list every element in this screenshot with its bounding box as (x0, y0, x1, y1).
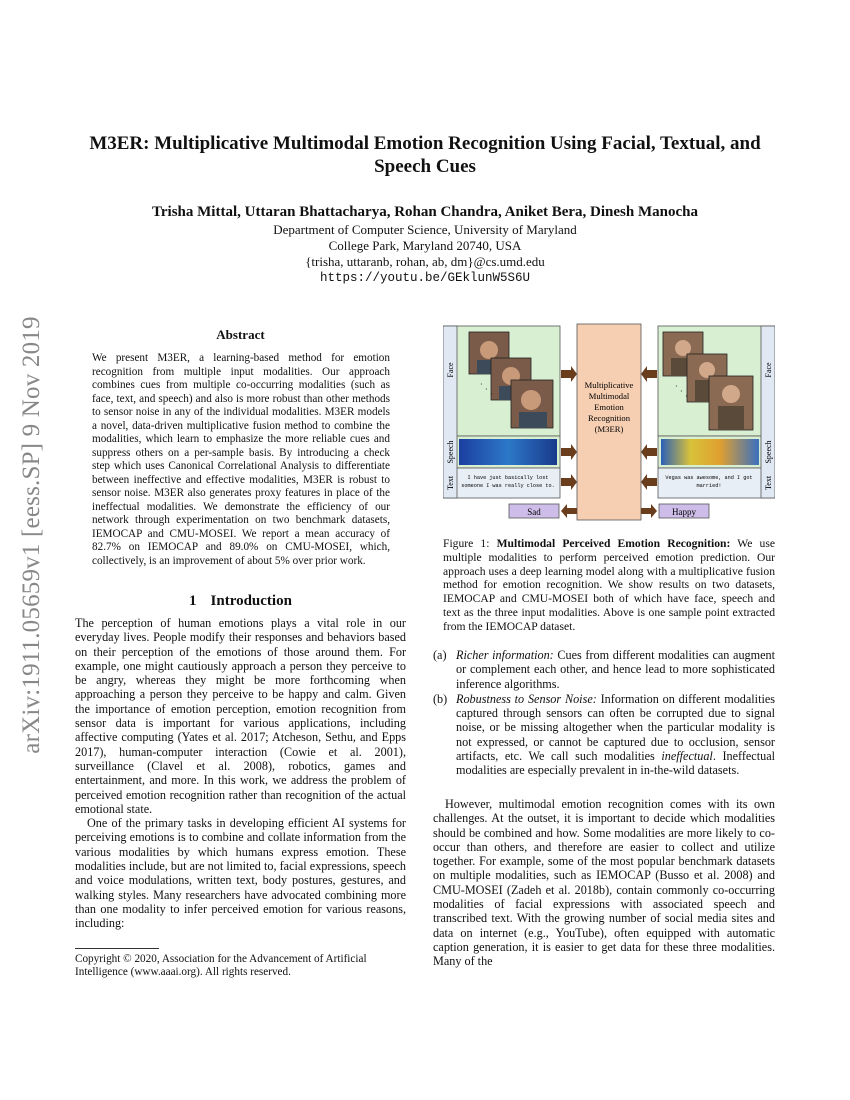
svg-text:·: · (480, 380, 483, 389)
left-label-strip (443, 326, 457, 498)
center-label-1: Multiplicative (584, 380, 634, 390)
center-label-4: Recognition (587, 413, 631, 423)
arrow (561, 366, 577, 382)
arrow (641, 474, 657, 490)
email: {trisha, uttaranb, rohan, ab, dm}@cs.umd.edu (305, 254, 545, 269)
right-face-label: Face (764, 362, 773, 378)
svg-text:·: · (685, 392, 688, 401)
department: Department of Computer Science, University of Maryland (273, 222, 577, 237)
reasons-list (433, 648, 775, 779)
center-label-5: (M3ER) (594, 424, 624, 434)
svg-text:·: · (490, 390, 493, 399)
section-number: 1 (189, 593, 197, 609)
list-item: (a) Richer information: Cues from different modalities can augment or complement each other, and hence lead to more sophisticated inference algorithms. (433, 648, 776, 691)
left-text-line1: I have just basically lost (467, 475, 549, 481)
right-text-line1: Vegas was awesome, and I got (665, 475, 753, 481)
arrow (561, 444, 577, 460)
right-text-line2: married! (696, 483, 722, 489)
copyright-footnote: Copyright © 2020, Association for the Advancement of Artificial Intelligence (www.aaai.org). All rights reserved. (75, 953, 367, 978)
right-text-label: Text (764, 475, 773, 491)
video-link[interactable]: https://youtu.be/GEklunW5S6U (319, 271, 531, 285)
svg-text:·: · (485, 385, 488, 394)
list-term: Robustness to Sensor Noise: (456, 691, 597, 706)
right-spectrogram (661, 439, 759, 465)
section-title: Introduction (210, 593, 292, 609)
caption-title: Multimodal Perceived Emotion Recognition: (496, 537, 731, 550)
affiliation (60, 222, 790, 286)
arrow (561, 504, 577, 518)
intro-paragraph-1: The perception of human emotions plays a vital role in our everyday lives. People modify their responses and behaviors based on their perception of the emotions of those around them. For example, one might cautiously approach a person they perceive to be angry, whereas they might be more forthcoming when approaching a person they perceive to be happy and calm. Given the importance of emotion perception, emotion recognition from sensor data is important for various applications, including affective computing (Yates et al. 2017; Atcheson, Sethu, and Epps 2017), human-computer interaction (Cowie et al. 2001), surveillance (Clavel et al. 2008), robotics, games and entertainment, and more. In this work, we address the problem of perceived emotion recognition rather than recognition of the actual emotional state. (75, 616, 406, 816)
list-term: Richer information: (456, 648, 554, 662)
left-spectrogram (459, 439, 557, 465)
arrow (641, 444, 657, 460)
arrow (641, 504, 657, 518)
figure-caption (443, 537, 775, 634)
left-face-label: Face (446, 362, 455, 378)
caption-label: Figure 1: (443, 537, 490, 550)
svg-text:·: · (675, 382, 678, 391)
list-item: (b) Robustness to Sensor Noise: Information on different modalities captured through sensors can often be corrupted due to signal noise, or be missing altogether when the particular modality is not expressed, or cannot be captured due to occlusion, sensor artifacts, etc. We call such modalities ineffectual. Ineffectual modalities are especially prevalent in in-the-wild datasets. (433, 691, 775, 778)
address: College Park, Maryland 20740, USA (328, 238, 522, 253)
arrow (641, 366, 657, 382)
abstract-heading: Abstract (216, 327, 265, 342)
center-label-3: Emotion (594, 402, 624, 412)
authors: Trisha Mittal, Uttaran Bhattacharya, Rohan Chandra, Aniket Bera, Dinesh Manocha (152, 204, 698, 220)
body-paragraph-challenges: However, multimodal emotion recognition comes with its own challenges. At the outset, it is important to decide which modalities should be combined and how. Some modalities are more likely to co-occur than others, and therefore are easier to collect and utilize together. For example, some of the most popular benchmark datasets on multiple modalities, such as IEMOCAP (Busso et al. 2008) and CMU-MOSEI (Zadeh et al. 2018b), contain commonly co-occurring modalities of facial expressions with associated speech and transcribed text. With the growing number of social media sites and data on internet (e.g., YouTube), often equipped with automatic caption generation, it is easier to get data for these three modalities. Many of the (433, 797, 775, 969)
happy-label: Happy (672, 507, 696, 517)
right-speech-label: Speech (764, 440, 773, 464)
abstract-text: We present M3ER, a learning-based method for emotion recognition from multiple input modalities. Our approach combines cues from multiple co-occurring modalities (such as face, text, and speech) and also is more robust than other methods to sensor noise in any of the individual modalities. M3ER models a novel, data-driven multiplicative fusion method to combine the modalities, which learn to emphasize the more reliable cues and suppress others on a per-sample basis. By introducing a check step which uses Canonical Correlational Analysis to differentiate between ineffective and effective modalities, M3ER is robust to sensor noise. M3ER also generates proxy features in place of the ineffectual modalities. We demonstrate the efficiency of our network through experimentation on two benchmark datasets, IEMOCAP and CMU-MOSEI. We report a mean accuracy of 82.7% on IEMOCAP and 89.0% on CMU-MOSEI, which, collectively, is an improvement of about 5% over prior work. (92, 352, 390, 567)
footnote-rule (75, 948, 159, 949)
left-speech-label: Speech (446, 440, 455, 464)
right-label-strip (761, 326, 775, 498)
left-text-line2: someone I was really close to. (461, 483, 555, 489)
paper-title: M3ER: Multiplicative Multimodal Emotion Recognition Using Facial, Textual, and Speech Cues (89, 133, 761, 177)
intro-body (75, 616, 406, 931)
arrow (561, 474, 577, 490)
intro-paragraph-2: One of the primary tasks in developing efficient AI systems for perceiving emotions is to combine and collate information from the various modalities by which humans express emotion. These modalities include, but are not limited to, facial expressions, speech and voice modulations, written text, body postures, gestures, and walking styles. Many researchers have advocated combining more than one modality to infer perceived emotion for various reasons, including: (75, 816, 406, 931)
sad-label: Sad (527, 507, 541, 517)
section-heading-introduction (75, 593, 406, 610)
center-label-2: Multimodal (588, 391, 630, 401)
svg-text:·: · (680, 387, 683, 396)
caption-text: We use multiple modalities to perform perceived emotion prediction. Our approach uses a deep learning model along with a multiplicative fusion method for emotion recognition. We show results on two datasets, IEMOCAP and CMU-MOSEI both of which have face, speech and text as the three input modalities. Above is one sample point extracted from the IEMOCAP dataset. (443, 537, 775, 633)
left-text-label: Text (446, 475, 455, 491)
arxiv-stamp: arXiv:1911.05659v1 [eess.SP] 9 Nov 2019 (18, 316, 45, 754)
figure-1 (443, 322, 775, 522)
